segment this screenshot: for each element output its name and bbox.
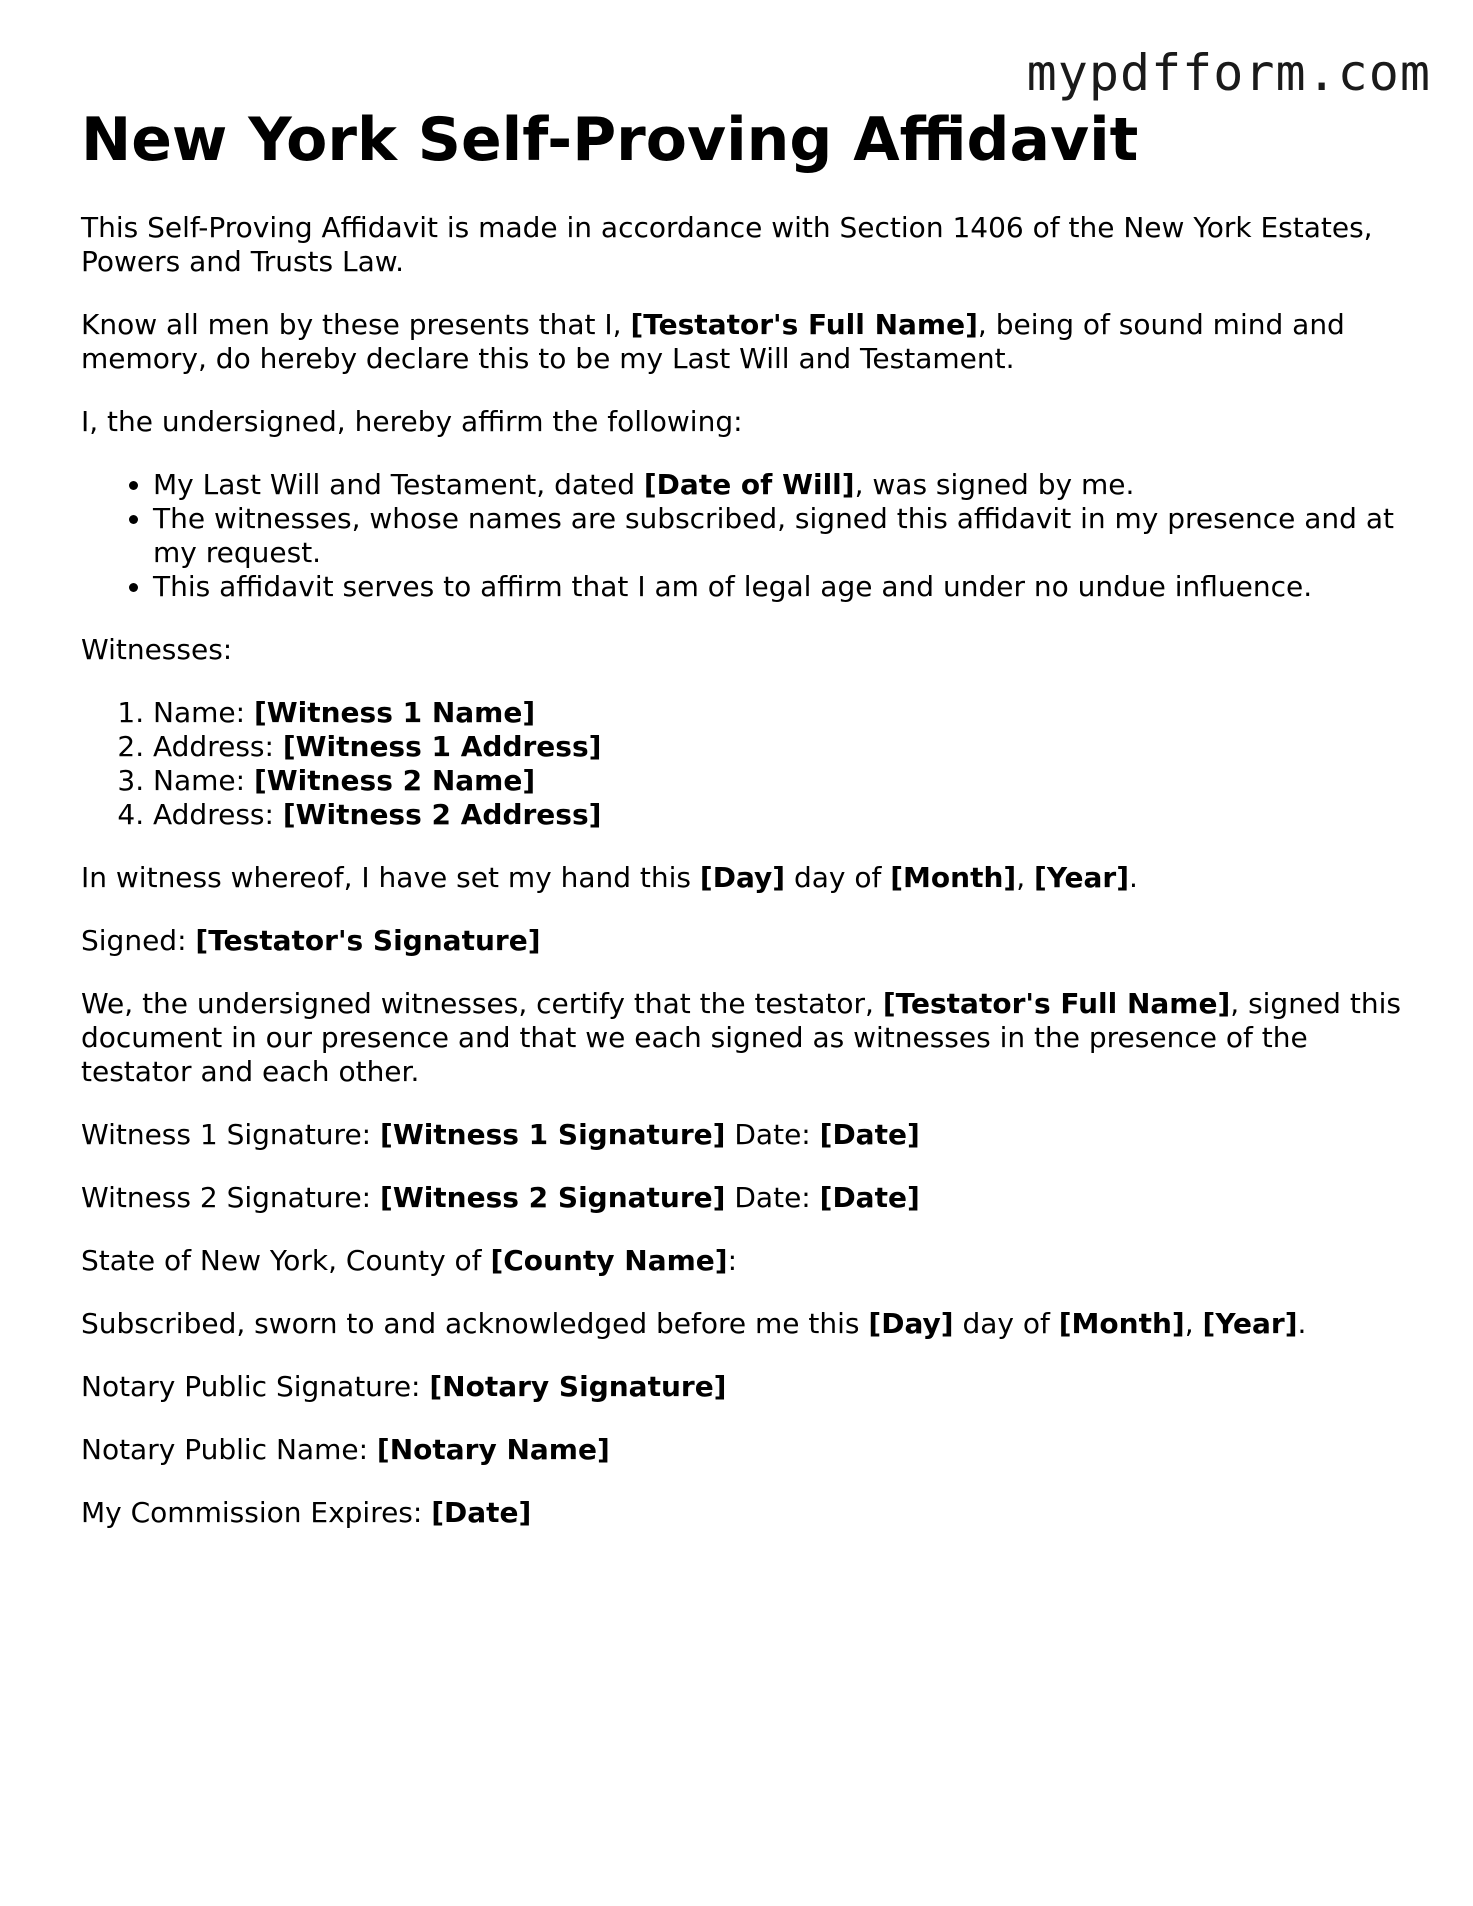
witness-2-signature-field: [Witness 2 Signature] xyxy=(380,1181,726,1214)
in-witness-mid: day of xyxy=(785,861,891,894)
list-item xyxy=(153,696,1401,730)
signed-label: Signed: xyxy=(81,924,196,957)
year-field: [Year] xyxy=(1202,1307,1298,1340)
witness-2-signature-line xyxy=(81,1181,1401,1215)
list-item xyxy=(153,764,1401,798)
declaration-prefix: Know all men by these presents that I, xyxy=(81,308,631,341)
witness-2-date-label: Date: xyxy=(725,1181,820,1214)
witness-2-address-field: [Witness 2 Address] xyxy=(282,798,602,831)
watermark: mypdfform.com xyxy=(1026,44,1431,102)
state-prefix: State of New York, County of xyxy=(81,1244,491,1277)
notary-name-line xyxy=(81,1433,1401,1467)
signed-line xyxy=(81,924,1401,958)
testator-signature-field: [Testator's Signature] xyxy=(195,924,541,957)
witness-list xyxy=(81,696,1401,832)
subscribed-end: . xyxy=(1297,1307,1307,1340)
commission-label: My Commission Expires: xyxy=(81,1496,432,1529)
subscribed-mid: day of xyxy=(953,1307,1059,1340)
subscribed-prefix: Subscribed, sworn to and acknowledged before me this xyxy=(81,1307,869,1340)
document-page xyxy=(81,102,1401,1559)
witness-1-date-label: Date: xyxy=(725,1118,820,1151)
affirmation-1-suffix: , was signed by me. xyxy=(854,468,1135,501)
list-item xyxy=(153,468,1401,502)
state-suffix: : xyxy=(727,1244,737,1277)
witness-1-date-field: [Date] xyxy=(819,1118,920,1151)
witness-field-label: Name: xyxy=(153,764,254,797)
witness-field-label: Address: xyxy=(153,798,283,831)
witness-1-name-field: [Witness 1 Name] xyxy=(253,696,536,729)
list-item: • This affidavit serves to affirm that I am of legal age and under no undue influence. xyxy=(153,570,1401,604)
witness-1-signature-field: [Witness 1 Signature] xyxy=(380,1118,726,1151)
in-witness-prefix: In witness whereof, I have set my hand this xyxy=(81,861,700,894)
affirmation-1-prefix: My Last Will and Testament, dated xyxy=(153,468,644,501)
affirm-intro: I, the undersigned, hereby affirm the following: xyxy=(81,405,743,438)
day-field: [Day] xyxy=(699,861,786,894)
notary-signature-field: [Notary Signature] xyxy=(429,1370,727,1403)
notary-name-label: Notary Public Name: xyxy=(81,1433,377,1466)
list-item xyxy=(153,730,1401,764)
witness-2-name-field: [Witness 2 Name] xyxy=(253,764,536,797)
list-item: • The witnesses, whose names are subscribed, signed this affidavit in my presence and at my request. xyxy=(153,502,1401,570)
document-title: New York Self-Proving Affidavit xyxy=(81,105,1139,175)
testator-name-field: [Testator's Full Name] xyxy=(630,308,978,341)
notary-name-field: [Notary Name] xyxy=(376,1433,610,1466)
year-field: [Year] xyxy=(1034,861,1130,894)
certify-paragraph xyxy=(81,987,1401,1089)
subscribed-paragraph xyxy=(81,1307,1401,1341)
declaration-suffix: , being of sound mind and memory, do hereby declare this to be my Last Will and Testament. xyxy=(81,308,1345,375)
witness-1-signature-line xyxy=(81,1118,1401,1152)
month-field: [Month] xyxy=(1058,1307,1185,1340)
date-of-will-field: [Date of Will] xyxy=(643,468,855,501)
notary-signature-line xyxy=(81,1370,1401,1404)
in-witness-sep: , xyxy=(1016,861,1035,894)
commission-date-field: [Date] xyxy=(431,1496,532,1529)
county-name-field: [County Name] xyxy=(490,1244,728,1277)
witness-2-date-field: [Date] xyxy=(819,1181,920,1214)
month-field: [Month] xyxy=(890,861,1017,894)
list-item xyxy=(153,798,1401,832)
intro-paragraph: This Self-Proving Affidavit is made in accordance with Section 1406 of the New York Estates, Powers and Trusts Law. xyxy=(81,211,1373,278)
subscribed-sep: , xyxy=(1184,1307,1203,1340)
witness-field-label: Address: xyxy=(153,730,283,763)
certify-suffix: , signed this document in our presence and that we each signed as witnesses in the presence of the testator and each other. xyxy=(81,987,1401,1088)
notary-signature-label: Notary Public Signature: xyxy=(81,1370,430,1403)
state-county-line xyxy=(81,1244,1401,1278)
in-witness-paragraph xyxy=(81,861,1401,895)
commission-line xyxy=(81,1496,1401,1530)
in-witness-end: . xyxy=(1129,861,1138,894)
day-field: [Day] xyxy=(868,1307,954,1340)
witness-field-label: Name: xyxy=(153,696,254,729)
witness-1-signature-label: Witness 1 Signature: xyxy=(81,1118,381,1151)
testator-name-field: [Testator's Full Name] xyxy=(882,987,1231,1020)
affirmations-list xyxy=(81,468,1401,604)
witness-1-address-field: [Witness 1 Address] xyxy=(282,730,602,763)
witness-2-signature-label: Witness 2 Signature: xyxy=(81,1181,381,1214)
declaration-paragraph xyxy=(81,308,1401,376)
witnesses-label: Witnesses: xyxy=(81,633,233,666)
certify-prefix: We, the undersigned witnesses, certify that the testator, xyxy=(81,987,883,1020)
